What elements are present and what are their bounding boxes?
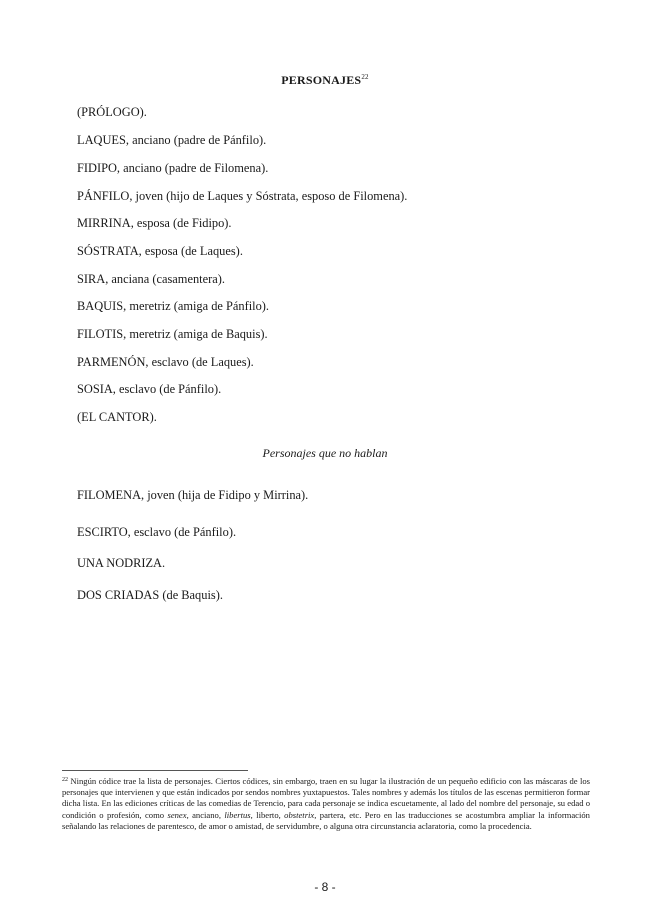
footnote-text: Ningún códice trae la lista de personajes. Ciertos códices, sin embargo, traen en su lugar la ilustración de un pequeño edificio con las máscaras de los personajes que intervienen y que están indicados por sendos nombres yuxtapuestos. Tales nombres y además los títulos de las escenas permitieron formar dicha lista. En las ediciones críticas de las comedias de Terencio, para cada personaje se indica escuetamente, al lado del nombre del personaje, su edad o condición o profesión, como xyxy=(62,776,590,820)
character-item: SIRA, anciana (casamentera). xyxy=(77,272,225,286)
footnote-divider xyxy=(62,770,248,771)
character-item: SOSIA, esclavo (de Pánfilo). xyxy=(77,382,222,396)
footnote-text: , liberto, xyxy=(250,809,285,820)
footnote-number: 22 xyxy=(62,777,68,783)
footnote-text: , partera, etc. Pero en las traducciones se acostumbra ampliar la información señalando las relaciones de parentesco, de amor o amistad, de servidumbre, o alguna otra circunstancia aclaratoria, como la procedencia. xyxy=(62,809,590,831)
character-item: (PRÓLOGO). xyxy=(77,105,147,119)
footnote xyxy=(62,775,590,832)
page-number: - 8 - xyxy=(314,880,336,894)
title-text: PERSONAJES xyxy=(281,73,362,87)
footnote-reference[interactable]: 22 xyxy=(361,73,369,81)
character-item: BAQUIS, meretriz (amiga de Pánfilo). xyxy=(77,299,270,313)
footnote-text: , anciano, xyxy=(186,809,225,820)
character-item: FIDIPO, anciano (padre de Filomena). xyxy=(77,161,269,175)
character-item: MIRRINA, esposa (de Fidipo). xyxy=(77,216,232,230)
non-speaking-item: UNA NODRIZA. xyxy=(77,556,166,570)
character-item: LAQUES, anciano (padre de Pánfilo). xyxy=(77,133,267,147)
footnote-latin-term: libertus xyxy=(224,809,251,820)
character-item: SÓSTRATA, esposa (de Laques). xyxy=(77,244,243,258)
character-item: FILOTIS, meretriz (amiga de Baquis). xyxy=(77,327,268,341)
non-speaking-item: FILOMENA, joven (hija de Fidipo y Mirrina). xyxy=(77,488,309,502)
section-heading-non-speaking: Personajes que no hablan xyxy=(262,446,388,460)
character-item: PÁNFILO, joven (hijo de Laques y Sóstrata, esposo de Filomena). xyxy=(77,189,408,203)
footnote-latin-term: obstetrix xyxy=(284,809,315,820)
non-speaking-item: DOS CRIADAS (de Baquis). xyxy=(77,588,223,602)
character-item: (EL CANTOR). xyxy=(77,410,157,424)
character-item: PARMENÓN, esclavo (de Laques). xyxy=(77,355,254,369)
footnote-latin-term: senex xyxy=(167,809,187,820)
page-title xyxy=(0,73,650,88)
non-speaking-item: ESCIRTO, esclavo (de Pánfilo). xyxy=(77,525,237,539)
